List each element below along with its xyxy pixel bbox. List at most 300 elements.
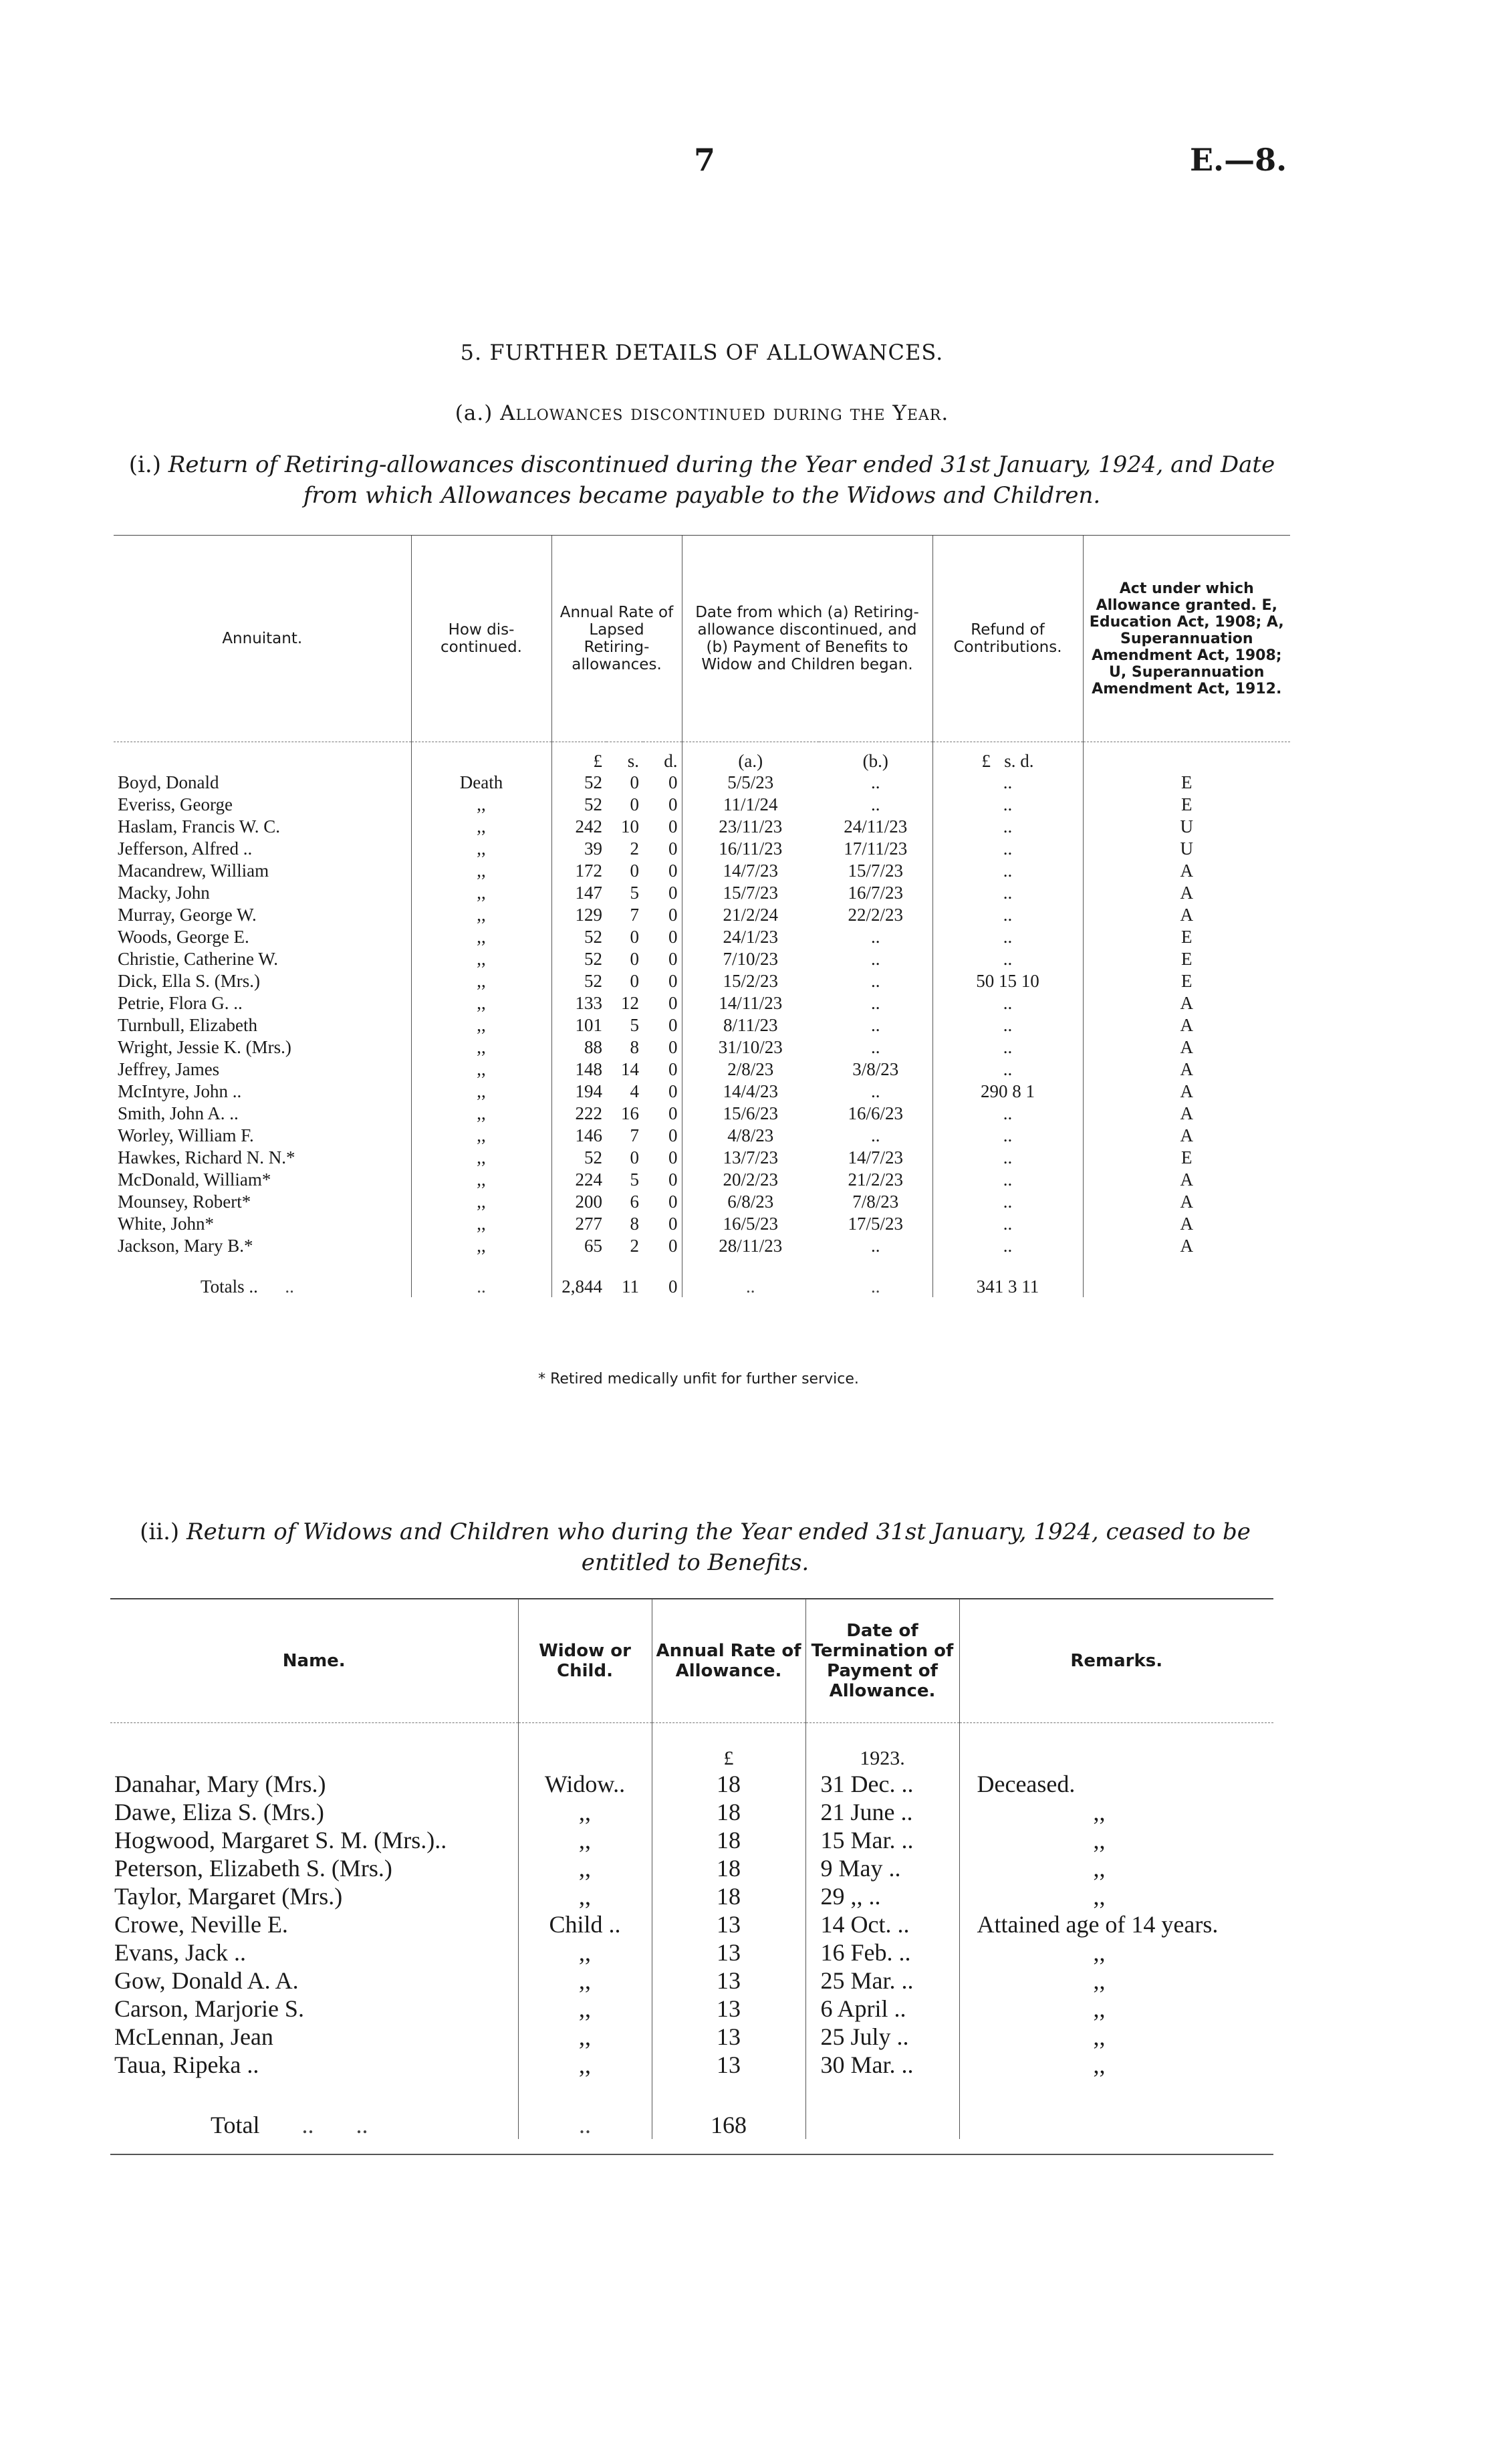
- subsection-a-text: Allowances discontinued during the Year.: [500, 401, 949, 425]
- annual-rate: 18: [652, 1770, 805, 1798]
- col-how-discontinued: How dis-continued.: [411, 536, 551, 742]
- table-row: [110, 1967, 1273, 1995]
- act-code: A: [1083, 992, 1290, 1014]
- widow-or-child: ,,: [518, 1826, 652, 1854]
- act-code: A: [1083, 882, 1290, 904]
- table-row: [114, 860, 1290, 882]
- date-a: 8/11/23: [682, 1014, 819, 1036]
- rate-pence: 0: [668, 1192, 678, 1212]
- date-b: ..: [871, 794, 880, 814]
- date-a: 7/10/23: [682, 948, 819, 970]
- widow-or-child: ,,: [518, 1854, 652, 1882]
- rate-pence: 0: [668, 1125, 678, 1145]
- date-a: 15/7/23: [682, 882, 819, 904]
- how-discontinued: ,,: [411, 838, 551, 860]
- table-header-row: [110, 1599, 1273, 1723]
- date-b: 3/8/23: [852, 1059, 899, 1079]
- act-code: A: [1083, 1036, 1290, 1058]
- how-discontinued: Death: [411, 772, 551, 794]
- annual-rate: 18: [652, 1882, 805, 1910]
- rate-shillings: 2: [630, 1236, 639, 1256]
- refund: ..: [932, 1103, 1083, 1125]
- table-row: [110, 2051, 1273, 2079]
- date-a: 14/11/23: [682, 992, 819, 1014]
- table-row: [114, 904, 1290, 926]
- annuitant-name: Christie, Catherine W.: [118, 949, 278, 969]
- rate-pounds: 65: [551, 1235, 606, 1257]
- date-b: ..: [871, 1037, 880, 1057]
- col-act: Act under which Allowance granted. E, Education Act, 1908; A, Superannuation Amendment Act, 1908; U, Superannuation Amendment Act, 1912.: [1083, 536, 1290, 742]
- rate-pence: 0: [668, 1037, 678, 1057]
- unit-pence: d.: [664, 751, 678, 771]
- widow-or-child: ,,: [518, 1995, 652, 2023]
- remarks: ,,: [959, 1938, 1273, 1967]
- person-name: McLennan, Jean: [114, 2023, 273, 2050]
- rate-pounds: 52: [551, 948, 606, 970]
- date-b: 24/11/23: [844, 816, 908, 836]
- refund: ..: [932, 926, 1083, 948]
- refund: ..: [932, 948, 1083, 970]
- rate-pence: 0: [668, 1103, 678, 1123]
- act-code: U: [1083, 816, 1290, 838]
- remarks: ,,: [959, 1826, 1273, 1854]
- act-code: U: [1083, 838, 1290, 860]
- date-a: 23/11/23: [682, 816, 819, 838]
- act-code: A: [1083, 1058, 1290, 1081]
- person-name: Peterson, Elizabeth S. (Mrs.): [114, 1855, 392, 1882]
- rate-pence: 0: [668, 993, 678, 1013]
- annuitant-name: McDonald, William*: [118, 1169, 271, 1190]
- person-name: Hogwood, Margaret S. M. (Mrs.)..: [114, 1827, 447, 1854]
- date-a: 16/5/23: [682, 1213, 819, 1235]
- rate-pence: 0: [668, 883, 678, 903]
- remarks: ,,: [959, 2023, 1273, 2051]
- table-row: [114, 992, 1290, 1014]
- date-b: 16/7/23: [848, 883, 903, 903]
- date-a: 4/8/23: [682, 1125, 819, 1147]
- date-a: 14/7/23: [682, 860, 819, 882]
- rate-pounds: 88: [551, 1036, 606, 1058]
- col-date: Date from which (a) Retiring-allowance discontinued, and (b) Payment of Benefits to Widow and Children began.: [682, 536, 932, 742]
- return-ii-prefix: (ii.): [140, 1519, 187, 1545]
- return-i-title: [114, 449, 1290, 511]
- person-name: Danahar, Mary (Mrs.): [114, 1771, 326, 1797]
- date-b: ..: [871, 971, 880, 991]
- date-a: 21/2/24: [682, 904, 819, 926]
- date-b: ..: [871, 1081, 880, 1101]
- refund: ..: [932, 1125, 1083, 1147]
- annuitant-name: Smith, John A. ..: [118, 1103, 239, 1123]
- rate-pence: 0: [668, 861, 678, 881]
- widow-or-child: ,,: [518, 2051, 652, 2079]
- table-row: [114, 816, 1290, 838]
- rate-pence: 0: [668, 816, 678, 836]
- table-row: [110, 1798, 1273, 1826]
- termination-date: 21 June ..: [805, 1798, 959, 1826]
- rate-pounds: 52: [551, 772, 606, 794]
- date-a: 15/2/23: [682, 970, 819, 992]
- subsection-a-title: [0, 401, 1404, 425]
- rate-pence: 0: [668, 927, 678, 947]
- person-name: Evans, Jack ..: [114, 1939, 246, 1966]
- termination-date: 16 Feb. ..: [805, 1938, 959, 1967]
- rate-pounds: 148: [551, 1058, 606, 1081]
- table-row: [114, 1103, 1290, 1125]
- table-row: [114, 948, 1290, 970]
- person-name: Dawe, Eliza S. (Mrs.): [114, 1799, 324, 1825]
- totals-label: Totals .. ..: [201, 1276, 294, 1297]
- total-row: Total .. .. .. 168: [110, 2079, 1273, 2139]
- rate-shillings: 5: [630, 1169, 639, 1190]
- termination-date: 14 Oct. ..: [805, 1910, 959, 1938]
- date-b: 7/8/23: [852, 1192, 899, 1212]
- act-code: E: [1083, 1147, 1290, 1169]
- how-discontinued: ,,: [411, 860, 551, 882]
- how-discontinued: ,,: [411, 1191, 551, 1213]
- how-discontinued: ,,: [411, 1058, 551, 1081]
- refund: ..: [932, 1235, 1083, 1257]
- act-code: A: [1083, 1125, 1290, 1147]
- table-row: [114, 772, 1290, 794]
- rate-pounds: 222: [551, 1103, 606, 1125]
- table-row: [110, 1826, 1273, 1854]
- rate-pounds: 200: [551, 1191, 606, 1213]
- annuitant-name: Haslam, Francis W. C.: [118, 816, 280, 836]
- annual-rate: 18: [652, 1826, 805, 1854]
- rate-pence: 0: [668, 1214, 678, 1234]
- widow-or-child: Child ..: [518, 1910, 652, 1938]
- refund: ..: [932, 882, 1083, 904]
- refund: ..: [932, 1191, 1083, 1213]
- how-discontinued: ,,: [411, 794, 551, 816]
- unit-refund-d: d.: [1020, 751, 1034, 771]
- how-discontinued: ,,: [411, 1147, 551, 1169]
- rate-pounds: 52: [551, 1147, 606, 1169]
- total-rate: 168: [652, 2079, 805, 2139]
- table-row: [110, 2023, 1273, 2051]
- how-discontinued: ,,: [411, 904, 551, 926]
- table-row: [114, 1147, 1290, 1169]
- rate-shillings: 14: [621, 1059, 639, 1079]
- termination-date: 15 Mar. ..: [805, 1826, 959, 1854]
- remarks: ,,: [959, 1882, 1273, 1910]
- rate-pence: 0: [668, 1015, 678, 1035]
- annuitant-name: White, John*: [118, 1214, 214, 1234]
- act-code: A: [1083, 1191, 1290, 1213]
- how-discontinued: ,,: [411, 926, 551, 948]
- act-code: A: [1083, 1169, 1290, 1191]
- rate-pounds: 52: [551, 970, 606, 992]
- rate-pounds: 146: [551, 1125, 606, 1147]
- date-a: 14/4/23: [682, 1081, 819, 1103]
- col-remarks: Remarks.: [959, 1599, 1273, 1723]
- totals-pounds: 2,844: [551, 1257, 606, 1297]
- col-widow-child: Widow or Child.: [518, 1599, 652, 1723]
- remarks: ,,: [959, 1967, 1273, 1995]
- unit-refund-s: s.: [1004, 751, 1016, 771]
- rate-pence: 0: [668, 838, 678, 859]
- units-row: [110, 1723, 1273, 1771]
- annuitant-name: Jefferson, Alfred ..: [118, 838, 253, 859]
- remarks: Attained age of 14 years.: [959, 1910, 1273, 1938]
- date-a: 15/6/23: [682, 1103, 819, 1125]
- rate-shillings: 12: [621, 993, 639, 1013]
- table-row: [114, 1235, 1290, 1257]
- units-row: [114, 742, 1290, 772]
- col-annual-rate: Annual Rate of Allowance.: [652, 1599, 805, 1723]
- how-discontinued: ,,: [411, 1125, 551, 1147]
- rate-shillings: 5: [630, 1015, 639, 1035]
- annuitant-name: Everiss, George: [118, 794, 233, 814]
- how-discontinued: ,,: [411, 882, 551, 904]
- rate-shillings: 0: [630, 927, 639, 947]
- act-code: A: [1083, 1235, 1290, 1257]
- refund: ..: [932, 772, 1083, 794]
- refund: ..: [932, 904, 1083, 926]
- widow-or-child: ,,: [518, 1967, 652, 1995]
- date-b: ..: [871, 949, 880, 969]
- table-row: [110, 1938, 1273, 1967]
- date-a: 2/8/23: [682, 1058, 819, 1081]
- refund: ..: [932, 794, 1083, 816]
- annuitant-name: Macandrew, William: [118, 861, 269, 881]
- refund: ..: [932, 1014, 1083, 1036]
- date-b: 17/11/23: [844, 838, 908, 859]
- rate-pounds: 194: [551, 1081, 606, 1103]
- annuitant-name: Dick, Ella S. (Mrs.): [118, 971, 260, 991]
- rate-shillings: 7: [630, 1125, 639, 1145]
- rate-shillings: 2: [630, 838, 639, 859]
- refund: ..: [932, 1213, 1083, 1235]
- date-b: ..: [871, 993, 880, 1013]
- table-row: [114, 794, 1290, 816]
- rate-pounds: 101: [551, 1014, 606, 1036]
- how-discontinued: ,,: [411, 1081, 551, 1103]
- termination-date: 9 May ..: [805, 1854, 959, 1882]
- refund: 290 8 1: [932, 1081, 1083, 1103]
- return-ii-title-text: Return of Widows and Children who during the Year ended 31st January, 1924, ceased to be entitled to Benefits.: [186, 1519, 1251, 1576]
- annuitant-name: Macky, John: [118, 883, 210, 903]
- table-row: [114, 1169, 1290, 1191]
- table-row: [114, 1014, 1290, 1036]
- act-code: A: [1083, 1213, 1290, 1235]
- retiring-allowances-table: [114, 535, 1290, 1307]
- person-name: Gow, Donald A. A.: [114, 1967, 299, 1994]
- widow-or-child: Widow..: [518, 1770, 652, 1798]
- rate-pounds: 52: [551, 926, 606, 948]
- date-a: 20/2/23: [682, 1169, 819, 1191]
- refund: ..: [932, 1147, 1083, 1169]
- table-row: [114, 1213, 1290, 1235]
- annuitant-name: Murray, George W.: [118, 905, 257, 925]
- unit-a: (a.): [682, 742, 819, 772]
- widow-or-child: ,,: [518, 2023, 652, 2051]
- date-b: ..: [871, 1236, 880, 1256]
- date-a: 5/5/23: [682, 772, 819, 794]
- refund: 50 15 10: [932, 970, 1083, 992]
- annual-rate: 13: [652, 2051, 805, 2079]
- act-code: E: [1083, 794, 1290, 816]
- person-name: Taua, Ripeka ..: [114, 2051, 259, 2078]
- rate-shillings: 8: [630, 1214, 639, 1234]
- subsection-a-prefix: (a.): [455, 401, 501, 425]
- widow-or-child: ,,: [518, 1882, 652, 1910]
- date-b: 17/5/23: [848, 1214, 903, 1234]
- how-discontinued: ,,: [411, 948, 551, 970]
- rate-shillings: 5: [630, 883, 639, 903]
- remarks: ,,: [959, 1798, 1273, 1826]
- rate-pounds: 133: [551, 992, 606, 1014]
- rate-shillings: 0: [630, 861, 639, 881]
- annual-rate: 18: [652, 1854, 805, 1882]
- date-b: 21/2/23: [848, 1169, 903, 1190]
- rate-pounds: 242: [551, 816, 606, 838]
- rate-pence: 0: [668, 971, 678, 991]
- date-a: 6/8/23: [682, 1191, 819, 1213]
- rate-pounds: 147: [551, 882, 606, 904]
- widows-children-table: [110, 1598, 1273, 2155]
- date-a: 16/11/23: [682, 838, 819, 860]
- table-row: [114, 926, 1290, 948]
- unit-refund: [932, 742, 1083, 772]
- annual-rate: 13: [652, 1995, 805, 2023]
- act-code: E: [1083, 948, 1290, 970]
- refund: ..: [932, 1036, 1083, 1058]
- widow-or-child: ,,: [518, 1938, 652, 1967]
- unit-b: (b.): [862, 751, 888, 771]
- termination-date: 30 Mar. ..: [805, 2051, 959, 2079]
- date-b: ..: [871, 1125, 880, 1145]
- table-row: [114, 970, 1290, 992]
- table-row: [114, 1125, 1290, 1147]
- rate-pence: 0: [668, 772, 678, 792]
- annual-rate: 13: [652, 1938, 805, 1967]
- date-a: 31/10/23: [682, 1036, 819, 1058]
- table-row: [114, 1058, 1290, 1081]
- col-refund: Refund of Contributions.: [932, 536, 1083, 742]
- rate-shillings: 0: [630, 1147, 639, 1167]
- act-code: E: [1083, 970, 1290, 992]
- table-row: [114, 1081, 1290, 1103]
- refund: ..: [932, 1058, 1083, 1081]
- person-name: Crowe, Neville E.: [114, 1911, 288, 1938]
- rate-pounds: 172: [551, 860, 606, 882]
- annual-rate: 18: [652, 1798, 805, 1826]
- act-code: E: [1083, 772, 1290, 794]
- table-row: [110, 1854, 1273, 1882]
- rate-pence: 0: [668, 1236, 678, 1256]
- unit-year: 1923.: [805, 1723, 959, 1771]
- table-row: [114, 882, 1290, 904]
- how-discontinued: ,,: [411, 992, 551, 1014]
- unit-shillings: s.: [627, 751, 639, 771]
- date-b: 14/7/23: [848, 1147, 903, 1167]
- rate-shillings: 16: [621, 1103, 639, 1123]
- how-discontinued: ,,: [411, 1103, 551, 1125]
- page-number: 7: [694, 142, 716, 178]
- widow-or-child: ,,: [518, 1798, 652, 1826]
- rate-pence: 0: [668, 905, 678, 925]
- annuitant-name: Jeffrey, James: [118, 1059, 220, 1079]
- unit-pound: £: [551, 742, 606, 772]
- unit-refund-pound: £: [981, 751, 991, 771]
- act-code: A: [1083, 1081, 1290, 1103]
- annuitant-name: Jackson, Mary B.*: [118, 1236, 253, 1256]
- annual-rate: 13: [652, 1967, 805, 1995]
- annuitant-name: Petrie, Flora G. ..: [118, 993, 243, 1013]
- act-code: A: [1083, 1103, 1290, 1125]
- act-code: A: [1083, 1014, 1290, 1036]
- date-b: ..: [871, 772, 880, 792]
- rate-pounds: 39: [551, 838, 606, 860]
- termination-date: 25 July ..: [805, 2023, 959, 2051]
- return-i-title-text: Return of Retiring-allowances discontinued during the Year ended 31st January, 1924, and Date from which Allowances became payable to the Widows and Children.: [168, 451, 1275, 509]
- date-b: ..: [871, 927, 880, 947]
- table-row: [114, 1036, 1290, 1058]
- rate-pounds: 52: [551, 794, 606, 816]
- annuitant-name: Woods, George E.: [118, 927, 249, 947]
- section-title: 5. FURTHER DETAILS OF ALLOWANCES.: [460, 340, 944, 365]
- rate-pence: 0: [668, 1081, 678, 1101]
- termination-date: 31 Dec. ..: [805, 1770, 959, 1798]
- act-code: A: [1083, 860, 1290, 882]
- rate-pence: 0: [668, 1147, 678, 1167]
- rate-shillings: 0: [630, 772, 639, 792]
- total-label: Total .. ..: [211, 2112, 368, 2138]
- annuitant-name: Boyd, Donald: [118, 772, 219, 792]
- act-code: A: [1083, 904, 1290, 926]
- return-ii-title: [94, 1517, 1297, 1578]
- date-b: 15/7/23: [848, 861, 903, 881]
- table-row: [114, 838, 1290, 860]
- rate-shillings: 0: [630, 794, 639, 814]
- how-discontinued: ,,: [411, 1036, 551, 1058]
- date-a: 24/1/23: [682, 926, 819, 948]
- refund: ..: [932, 1169, 1083, 1191]
- annuitant-name: Wright, Jessie K. (Mrs.): [118, 1037, 291, 1057]
- annual-rate: 13: [652, 2023, 805, 2051]
- rate-shillings: 10: [621, 816, 639, 836]
- totals-pence: 0: [668, 1276, 678, 1297]
- unit-pound: £: [652, 1723, 805, 1771]
- person-name: Carson, Marjorie S.: [114, 1995, 304, 2022]
- annuitant-name: McIntyre, John ..: [118, 1081, 242, 1101]
- col-name: Name.: [110, 1599, 518, 1723]
- rate-shillings: 4: [630, 1081, 639, 1101]
- rate-shillings: 0: [630, 949, 639, 969]
- act-code: E: [1083, 926, 1290, 948]
- table-header-row: [114, 536, 1290, 742]
- termination-date: 29 ,, ..: [805, 1882, 959, 1910]
- date-a: 13/7/23: [682, 1147, 819, 1169]
- how-discontinued: ,,: [411, 970, 551, 992]
- how-discontinued: ,,: [411, 1235, 551, 1257]
- rate-pence: 0: [668, 949, 678, 969]
- termination-date: 25 Mar. ..: [805, 1967, 959, 1995]
- annuitant-name: Turnbull, Elizabeth: [118, 1015, 257, 1035]
- rate-shillings: 7: [630, 905, 639, 925]
- date-a: 11/1/24: [682, 794, 819, 816]
- col-termination-date: Date of Termination of Payment of Allowance.: [805, 1599, 959, 1723]
- rate-shillings: 6: [630, 1192, 639, 1212]
- document-reference: E.—8.: [1190, 142, 1287, 178]
- person-name: Taylor, Margaret (Mrs.): [114, 1883, 343, 1910]
- col-annual-rate: Annual Rate of Lapsed Retiring-allowances.: [551, 536, 682, 742]
- annuitant-name: Mounsey, Robert*: [118, 1192, 251, 1212]
- how-discontinued: ,,: [411, 1014, 551, 1036]
- rate-pence: 0: [668, 1059, 678, 1079]
- totals-row: Totals .. .. .. 2,844 11 0 .. .. 341 3 11: [114, 1257, 1290, 1297]
